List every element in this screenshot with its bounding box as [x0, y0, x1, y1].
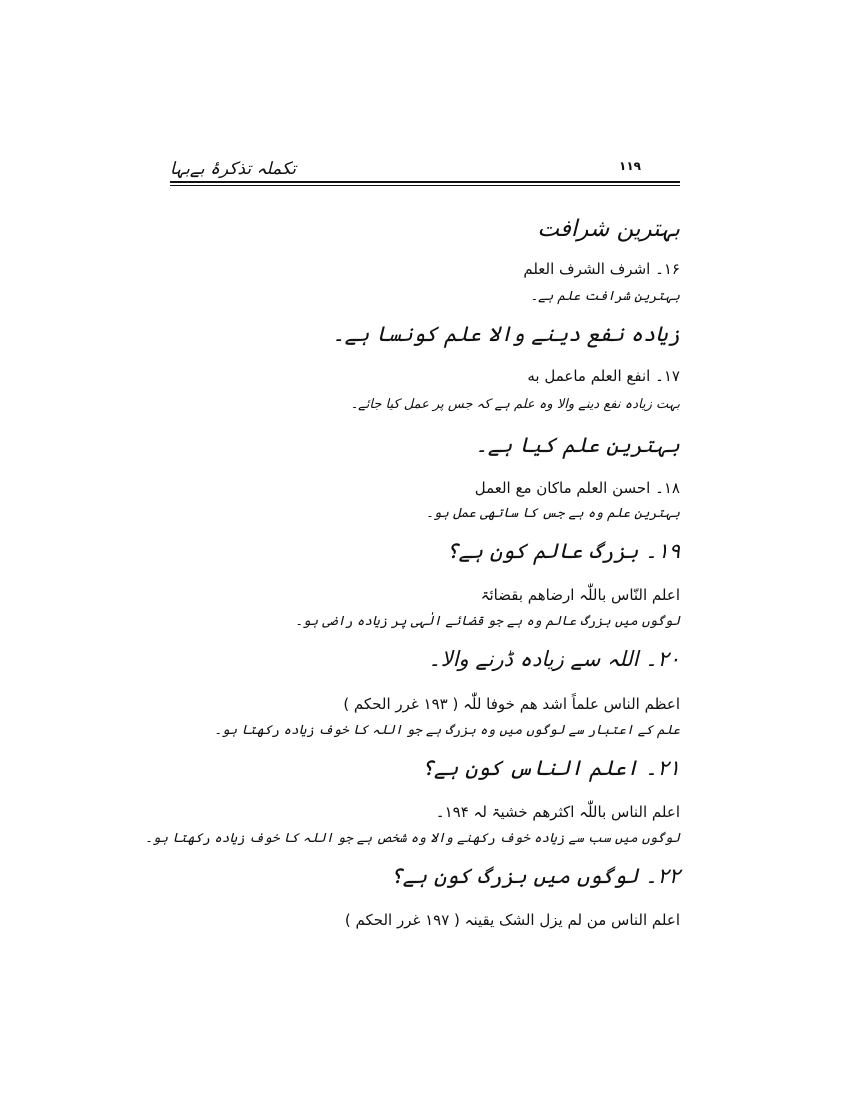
- urdu-translation: بہترین علم وہ ہے جس کا ساتھی عمل ہو۔: [426, 506, 680, 521]
- page-header: [170, 150, 680, 186]
- arabic-saying: اعلم الناس باللّٰہ اکثرھم خشیۃ لہ ۱۹۴۔: [435, 803, 680, 821]
- header-rule-thin: [170, 185, 680, 186]
- urdu-translation: لوگوں میں سب سے زیادہ خوف رکھنے والا وہ شخص ہے جو اللہ کا خوف زیادہ رکھتا ہو۔: [145, 831, 680, 846]
- arabic-saying: اعلم الناس من لم یزل الشک یقینہ ( ۱۹۷ غرر الحکم ): [344, 911, 680, 929]
- urdu-translation: علم کے اعتبار سے لوگوں میں وہ بزرگ ہے جو اللہ کا خوف زیادہ رکھتا ہو۔: [214, 723, 680, 738]
- section-heading: ۲۲۔ لوگوں میں بزرگ کون ہے؟: [390, 864, 680, 888]
- arabic-saying: ۱۷۔ انفع العلم ماعمل به: [527, 367, 680, 385]
- arabic-saying: ۱۶۔ اشرف الشرف العلم: [523, 260, 680, 278]
- arabic-saying: اعظم الناس علماً اشد ھم خوفا للّٰہ ( ۱۹۳ غرر الحکم ): [343, 695, 680, 713]
- urdu-translation: بہترین شرافت علم ہے۔: [530, 289, 680, 304]
- section-heading: بہترین شرافت: [537, 216, 680, 242]
- book-title: تکملہ تذکرۂ بےبہا: [170, 159, 296, 179]
- arabic-saying: ۱۸۔ احسن العلم ماکان مع العمل: [474, 479, 680, 497]
- section-heading: بہترین علم کیا ہے۔: [475, 433, 680, 457]
- section-heading: ۱۹۔ بزرگ عالم کون ہے؟: [446, 539, 680, 563]
- section-heading: ۲۰۔ اللہ سے زیادہ ڈرنے والا۔: [428, 647, 680, 671]
- section-heading: زیادہ نفع دینے والا علم کونسا ہے۔: [332, 322, 680, 346]
- urdu-translation: لوگوں میں بزرگ عالم وہ ہے جو قضائے الٰہی پر زیادہ راضی ہو۔: [295, 614, 680, 629]
- arabic-saying: اعلم النّاس باللّٰہ ارضاھم بقضائۃ: [480, 586, 680, 604]
- page-number: ۱۱۹: [619, 159, 641, 173]
- urdu-translation: بہت زیادہ نفع دینے والا وہ علم ہے کہ جس پر عمل کیا جائے۔: [350, 397, 680, 412]
- section-heading: ۲۱۔ اعلم الناس کون ہے؟: [421, 756, 680, 780]
- header-rule-thick: [170, 181, 680, 183]
